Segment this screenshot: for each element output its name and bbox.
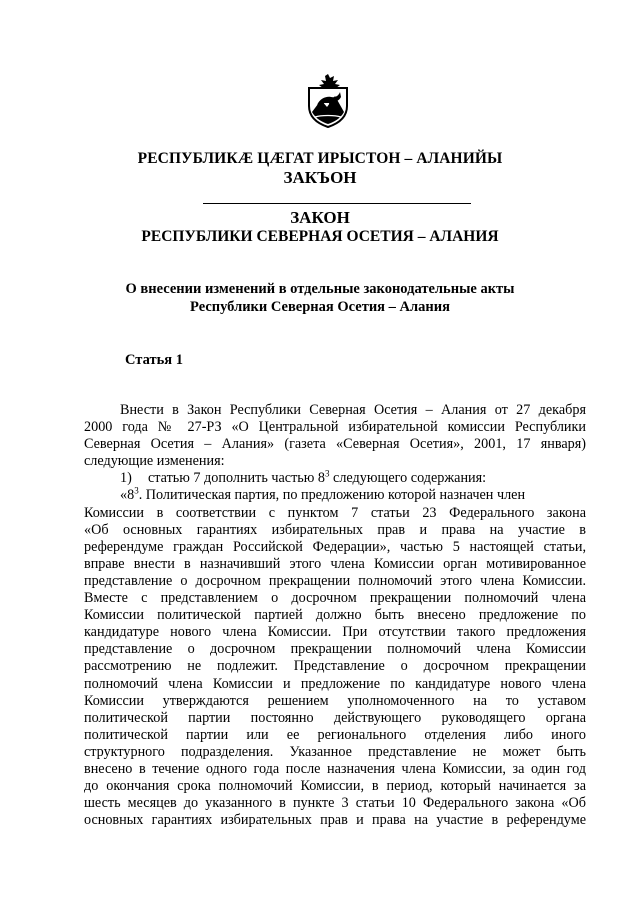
body-line: Комиссии утверждаются решением уполномоченного на то уставом — [84, 692, 586, 709]
body-line: референдуме граждан Российской Федерации», частью 5 настоящей статьи, — [84, 538, 586, 555]
body-line: вправе внести в назначивший этого члена Комиссии орган мотивированное — [84, 555, 586, 572]
body-line: «Об основных гарантиях избирательных прав и права на участие в — [84, 521, 586, 538]
body-line: представление о досрочном прекращении полномочий члена Комиссии — [84, 641, 586, 658]
law-subject-line-1: О внесении изменений в отдельные законодательные акты — [125, 281, 515, 297]
quote-first-line: «$8^3$. Политическая партия, по предложению которой назначен член — [120, 485, 526, 504]
body-line: основных гарантиях избирательных прав и права на участие в референдуме — [84, 812, 586, 829]
article-body — [84, 402, 586, 829]
body-line: до окончания срока полномочий Комиссии, в период, который начинается за — [84, 778, 586, 795]
body-line: рассмотрению не подлежит. Представление о досрочном прекращении — [84, 658, 586, 675]
body-line: Северная Осетия – Алания» (газета «Северная Осетия», 2001, 17 января) — [84, 436, 586, 453]
body-line: кандидатуре нового члена Комиссии. При отсутствии такого предложения — [84, 624, 586, 641]
header-ossetian-law: ЗАКЪОН — [283, 168, 357, 187]
law-subject-line-2: Республики Северная Осетия – Алания — [190, 299, 450, 315]
header-ossetian-republic: РЕСПУБЛИКӔ ЦӔГАТ ИРЫСТОН – АЛАНИЙЫ — [137, 150, 503, 167]
body-line: полномочий члена Комиссии и предложение по кандидатуре нового члена — [84, 675, 586, 692]
article-heading: Статья 1 — [125, 352, 183, 368]
body-line: представление о досрочном прекращении полномочий этого члена Комиссии. — [84, 572, 586, 589]
body-line: следующие изменения: — [84, 453, 225, 470]
body-line: шесть месяцев до указанного в пункте 3 статьи 10 Федерального закона «Об — [84, 795, 586, 812]
coat-of-arms-emblem — [303, 72, 353, 128]
body-line: Вместе с представлением о досрочном прекращении полномочий члена — [84, 590, 586, 607]
header-russian-republic: РЕСПУБЛИКИ СЕВЕРНАЯ ОСЕТИЯ – АЛАНИЯ — [141, 228, 499, 245]
body-line: 2000 года № 27-РЗ «О Центральной избирательной комиссии Республики — [84, 419, 586, 436]
list-item: 1) статью 7 дополнить частью $8^3$ следующего содержания: — [120, 468, 487, 487]
body-line: Комиссии в соответствии с пунктом 7 статьи 23 Федерального закона — [84, 504, 586, 521]
list-item-number: 1) — [120, 470, 132, 487]
body-line: внесено в течение одного года после назначения члена Комиссии, за один год — [84, 760, 586, 777]
body-line: Внести в Закон Республики Северная Осетия – Алания от 27 декабря — [120, 402, 586, 418]
header-divider — [203, 203, 471, 204]
body-line: политической партии или ее регионального отделения либо иного — [84, 726, 586, 743]
body-line: Комиссии политической партией должно быть внесено предложение по — [84, 607, 586, 624]
body-line: структурного подразделения. Указанное представление не может быть — [84, 743, 586, 760]
header-russian-law: ЗАКОН — [290, 208, 350, 227]
body-line: политической партии постоянно действующего руководящего органа — [84, 709, 586, 726]
